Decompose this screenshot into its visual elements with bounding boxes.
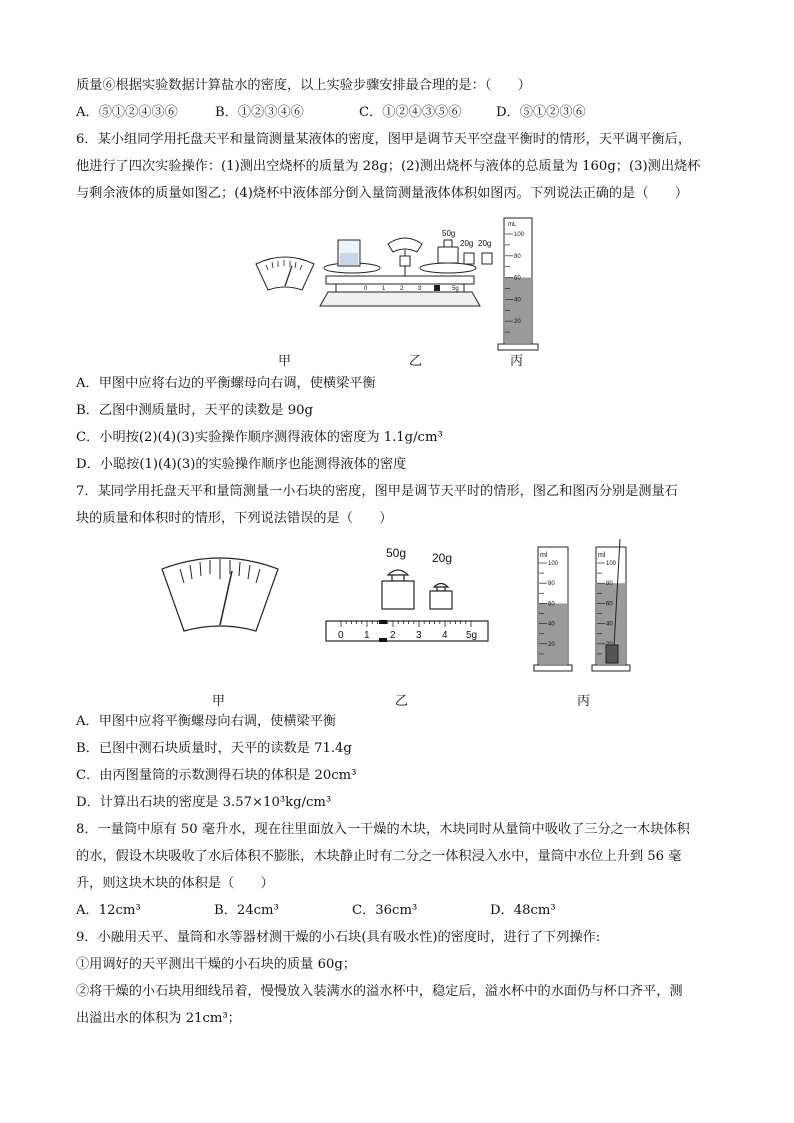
- q7-cylinder-before-tick-label: 20: [548, 641, 555, 648]
- q6-line-3: 与剩余液体的质量如图乙；(4)烧杯中液体部分倒入量筒测量液体体积如图丙。下列说法正确的是（ ）: [76, 186, 689, 201]
- q7-cylinder-before: [534, 547, 572, 671]
- q7-weight-labels: [386, 546, 452, 565]
- q9-line-1: 9．小融用天平、量筒和水等器材测干燥的小石块(具有吸水性)的密度时，进行了下列操作:: [76, 930, 601, 945]
- q7-dial-jia: [162, 558, 278, 631]
- q6-option-a: A．甲图中应将右边的平衡螺母向右调，使横梁平衡: [76, 376, 376, 391]
- q6-cylinder-tick-label: 40: [514, 297, 521, 304]
- q9-line-4: 出溢出水的体积为 21cm³；: [76, 1011, 241, 1026]
- q6-option-c: C．小明按(2)(4)(3)实验操作顺序测得液体的密度为 1.1g/cm³: [76, 430, 443, 445]
- q6-option-d: D．小聪按(1)(4)(3)的实验操作顺序也能测得液体的密度: [76, 457, 407, 472]
- q7-cylinder-after-tick-label: 80: [606, 581, 613, 588]
- q7-ruler-tick-1: 1: [364, 630, 370, 641]
- q7-caption-jia: 甲: [212, 694, 226, 709]
- q6-line-2: 他进行了四次实验操作：(1)测出空烧杯的质量为 28g；(2)测出烧杯与液体的总质量为 160g；(3)测出烧杯: [76, 159, 701, 174]
- q7-cylinder-before-tick-label: 40: [548, 621, 555, 628]
- q7-option-a: A．甲图中应将平衡螺母向右调，使横梁平衡: [76, 714, 337, 729]
- q7-weights-yi: [382, 570, 452, 609]
- q7-cylinder-before-tick-label: 60: [548, 601, 555, 608]
- q6-caption-jia: 甲: [278, 354, 292, 369]
- q6-weight-50g: 50g: [442, 229, 456, 238]
- q8-option-a: A．12cm³: [76, 903, 141, 918]
- q6-cylinder-bing: [498, 218, 538, 350]
- q7-caption-yi: 乙: [395, 694, 409, 709]
- q7-ruler-tick-5: 5g: [466, 630, 478, 641]
- q8-line-1: 8．一量筒中原有 50 毫升水，现在往里面放入一干燥的木块，木块同时从量筒中吸收了三分之一木块体积: [76, 822, 690, 837]
- q6-dial-jia: [256, 257, 314, 290]
- q7-weight-50g: 50g: [386, 546, 407, 560]
- q7-weight-20g: 20g: [432, 551, 453, 565]
- q5-option-d: D．⑤①②③⑥: [496, 105, 586, 120]
- q5-option-c: C．①②④③⑤⑥: [359, 105, 462, 120]
- q6-balance-yi: [320, 238, 492, 306]
- q7-ruler-tick-4: 4: [442, 630, 448, 641]
- q8-line-3: 升，则这块木块的体积是（ ）: [76, 876, 274, 891]
- q7-line-1: 7．某同学用托盘天平和量筒测量一小石块的密度，图甲是调节天平时的情形，图乙和图丙分别是测量石: [76, 484, 678, 499]
- q6-option-b: B．乙图中测质量时，天平的读数是 90g: [76, 403, 313, 418]
- q7-option-c: C．由丙图量筒的示数测得石块的体积是 20cm³: [76, 768, 357, 783]
- q7-cylinder-after-tick-label: 100: [606, 561, 617, 567]
- q6-figure: [240, 212, 560, 372]
- q7-ruler-yi: [326, 620, 488, 642]
- q6-caption-bing: 丙: [510, 354, 524, 369]
- q6-ruler-tick-1: 1: [382, 286, 386, 292]
- q6-cylinder-unit: mL: [508, 222, 517, 228]
- q7-ruler-tick-0: 0: [338, 630, 344, 641]
- q6-caption-yi: 乙: [409, 354, 423, 369]
- q7-figure: [150, 535, 650, 675]
- q7-cylinder-before-tick-label: 80: [548, 581, 555, 588]
- q6-cylinder-tick-label: 60: [514, 275, 521, 282]
- q7-cylinder-after: [592, 539, 630, 671]
- q7-cylinder-before-unit: ml: [540, 552, 548, 559]
- q9-line-3: ②将干燥的小石块用细线吊着，慢慢放入装满水的溢水杯中，稳定后，溢水杯中的水面仍与杯口齐平，测: [76, 984, 683, 999]
- q8-line-2: 的水，假设木块吸收了水后体积不膨胀，木块静止时有二分之一体积浸入水中，量筒中水位上升到 56 毫: [76, 849, 682, 864]
- q7-cylinder-before-tick-label: 100: [548, 561, 559, 567]
- q5-line-1: 质量⑥根据实验数据计算盐水的密度，以上实验步骤安排最合理的是：（ ）: [76, 78, 531, 93]
- q7-cylinder-after-tick-label: 60: [606, 601, 613, 608]
- q8-option-b: B．24cm³: [214, 903, 279, 918]
- q6-ruler-tick-3: 3: [418, 286, 422, 292]
- q7-caption-bing: 丙: [577, 694, 591, 709]
- q7-ruler-tick-2: 2: [390, 630, 396, 641]
- q7-option-d: D．计算出石块的密度是 3.57×10³kg/cm³: [76, 795, 332, 810]
- q5-option-b: B．①②③④⑥: [215, 105, 304, 120]
- q6-weight-20g-a: 20g: [460, 239, 474, 248]
- q6-cylinder-tick-label: 20: [514, 319, 521, 326]
- q7-cylinder-after-tick-label: 40: [606, 621, 613, 628]
- q7-ruler-tick-3: 3: [416, 630, 422, 641]
- q7-line-2: 块的质量和体积时的情形，下列说法错误的是（ ）: [76, 511, 393, 526]
- q6-line-1: 6．某小组同学用托盘天平和量筒测量某液体的密度，图甲是调节天平空盘平衡时的情形，天平调平衡后，: [76, 132, 692, 147]
- q6-ruler-tick-5: 5g: [452, 286, 459, 292]
- q8-option-d: D．48cm³: [490, 903, 556, 918]
- q6-ruler-tick-4: 4: [436, 286, 440, 292]
- q7-option-b: B．已图中测石块质量时，天平的读数是 71.4g: [76, 741, 352, 756]
- q7-cylinder-after-unit: ml: [598, 552, 606, 559]
- q9-line-2: ①用调好的天平测出干燥的小石块的质量 60g；: [76, 957, 356, 972]
- q8-option-c: C．36cm³: [352, 903, 418, 918]
- q5-option-a: A．⑤①②④③⑥: [76, 105, 178, 120]
- q7-stone: [606, 645, 618, 663]
- q6-cylinder-tick-label: 80: [514, 253, 521, 260]
- q6-cylinder-tick-label: 100: [514, 232, 525, 238]
- q6-ruler-tick-0: 0: [364, 286, 368, 292]
- q6-ruler-tick-2: 2: [400, 286, 404, 292]
- q6-weight-20g-b: 20g: [478, 239, 492, 248]
